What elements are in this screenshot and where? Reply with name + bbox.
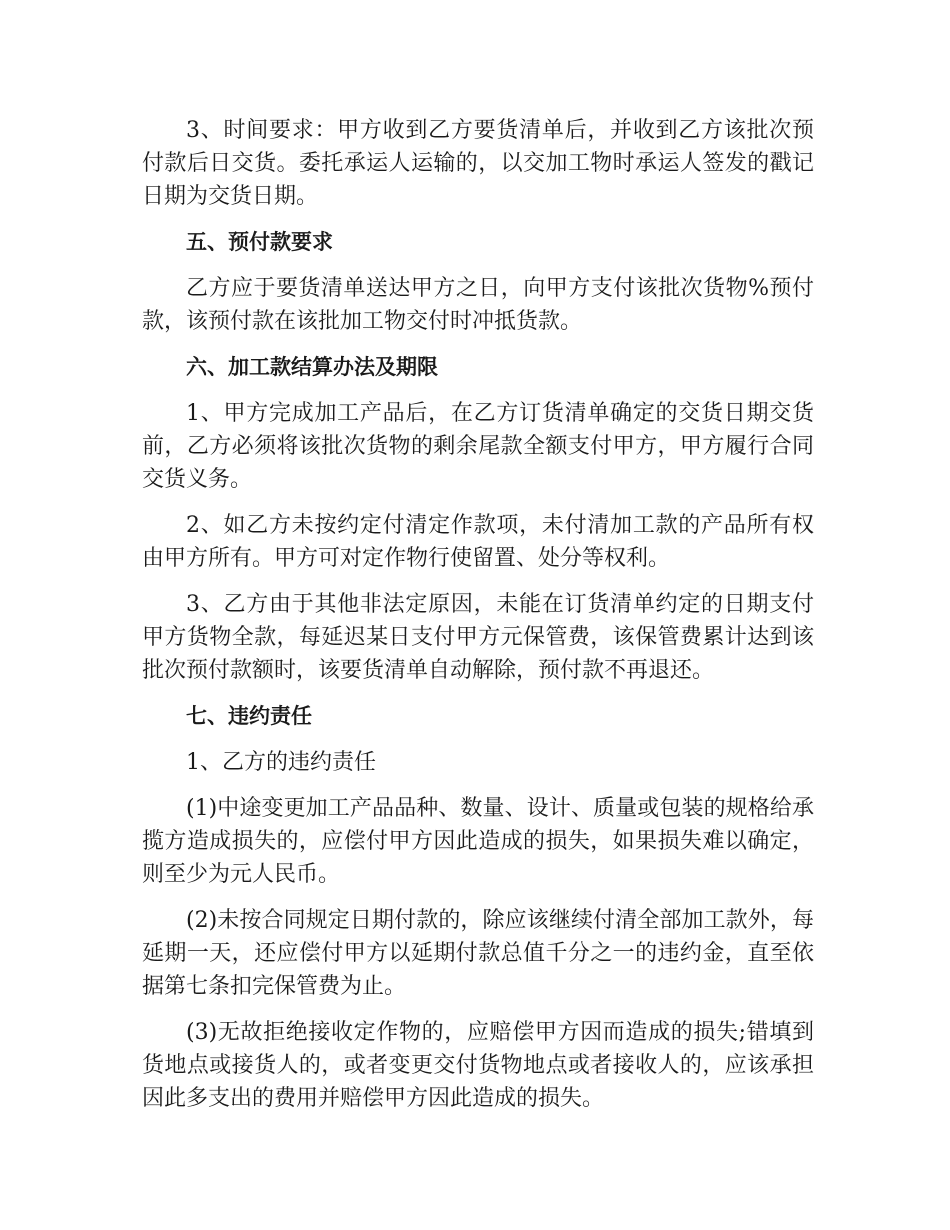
para-settlement-2: 2、如乙方未按约定付清定作款项，未付清加工款的产品所有权由甲方所有。甲方可对定作物行使留置、处分等权利。	[142, 513, 814, 571]
heading-section-6: 六、加工款结算办法及期限	[186, 355, 438, 379]
para-breach-1: (1)中途变更加工产品品种、数量、设计、质量或包装的规格给承揽方造成损失的，应偿付甲方因此造成的损失，如果损失难以确定，则至少为元人民币。	[142, 796, 814, 887]
heading-section-7: 七、违约责任	[186, 704, 312, 728]
para-prepayment: 乙方应于要货清单送达甲方之日，向甲方支付该批次货物%预付款，该预付款在该批加工物交付时冲抵货款。	[142, 276, 814, 334]
para-breach-3: (3)无故拒绝接收定作物的，应赔偿甲方因而造成的损失;错填到货地点或接货人的，或者变更交付货物地点或者接收人的，应该承担因此多支出的费用并赔偿甲方因此造成的损失。	[142, 1020, 814, 1111]
para-breach-2: (2)未按合同规定日期付款的，除应该继续付清全部加工款外，每延期一天，还应偿付甲方以延期付款总值千分之一的违约金，直至依据第七条扣完保管费为止。	[142, 908, 814, 999]
para-breach-title: 1、乙方的违约责任	[186, 750, 376, 775]
para-time-requirement: 3、时间要求：甲方收到乙方要货清单后，并收到乙方该批次预付款后日交货。委托承运人运输的，以交加工物时承运人签发的戳记日期为交货日期。	[142, 118, 814, 209]
para-settlement-3: 3、乙方由于其他非法定原因，未能在订货清单约定的日期支付甲方货物全款，每延迟某日支付甲方元保管费，该保管费累计达到该批次预付款额时，该要货清单自动解除，预付款不再退还。	[142, 592, 814, 683]
heading-section-5: 五、预付款要求	[186, 230, 333, 254]
document-page	[142, 114, 814, 1128]
para-settlement-1: 1、甲方完成加工产品后，在乙方订货清单确定的交货日期交货前，乙方必须将该批次货物的剩余尾款全额支付甲方，甲方履行合同交货义务。	[142, 401, 814, 492]
